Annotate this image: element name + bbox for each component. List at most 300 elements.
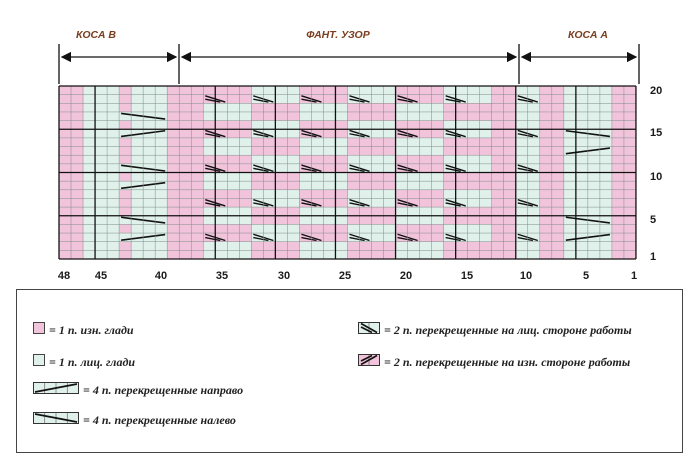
stitch-cell: [191, 198, 203, 207]
stitch-cell: [612, 207, 624, 216]
stitch-cell: [444, 224, 456, 233]
stitch-cell: [107, 207, 119, 216]
stitch-cell: [504, 147, 516, 156]
stitch-cell: [492, 129, 504, 138]
stitch-cell: [179, 129, 191, 138]
stitch-cell: [239, 173, 251, 182]
stitch-cell: [155, 207, 167, 216]
stitch-cell: [107, 181, 119, 190]
stitch-cell: [480, 164, 492, 173]
stitch-cell: [311, 147, 323, 156]
stitch-cell: [396, 181, 408, 190]
stitch-cell: [492, 138, 504, 147]
stitch-cell: [119, 103, 131, 112]
stitch-cell: [360, 112, 372, 121]
stitch-cell: [179, 173, 191, 182]
stitch-cell: [323, 138, 335, 147]
stitch-cell: [612, 164, 624, 173]
stitch-cell: [456, 242, 468, 251]
stitch-cell: [600, 190, 612, 199]
stitch-cell: [179, 224, 191, 233]
stitch-cell: [516, 155, 528, 164]
stitch-cell: [600, 86, 612, 95]
stitch-cell: [552, 224, 564, 233]
stitch-cell: [516, 207, 528, 216]
stitch-cell: [215, 155, 227, 164]
stitch-cell: [95, 190, 107, 199]
stitch-cell: [564, 250, 576, 259]
stitch-cell: [131, 121, 143, 130]
stitch-cell: [612, 147, 624, 156]
stitch-cell: [287, 95, 299, 104]
row-number: 5: [650, 214, 657, 226]
stitch-cell: [263, 86, 275, 95]
stitch-cell: [516, 103, 528, 112]
stitch-cell: [396, 112, 408, 121]
stitch-cell: [107, 190, 119, 199]
stitch-cell: [83, 242, 95, 251]
stitch-cell: [239, 138, 251, 147]
stitch-cell: [119, 121, 131, 130]
stitch-cell: [516, 224, 528, 233]
stitch-cell: [432, 216, 444, 225]
stitch-cell: [335, 138, 347, 147]
stitch-cell: [600, 207, 612, 216]
stitch-cell: [107, 147, 119, 156]
stitch-cell: [323, 95, 335, 104]
stitch-cell: [444, 250, 456, 259]
stitch-cell: [71, 190, 83, 199]
stitch-cell: [83, 216, 95, 225]
stitch-cell: [360, 103, 372, 112]
stitch-cell: [323, 242, 335, 251]
stitch-cell: [588, 112, 600, 121]
stitch-cell: [71, 129, 83, 138]
stitch-cell: [552, 250, 564, 259]
stitch-cell: [600, 121, 612, 130]
stitch-cell: [263, 147, 275, 156]
stitch-cell: [71, 250, 83, 259]
stitch-cell: [528, 112, 540, 121]
stitch-cell: [516, 216, 528, 225]
stitch-cell: [480, 138, 492, 147]
stitch-cell: [504, 121, 516, 130]
stitch-cell: [360, 86, 372, 95]
stitch-cell: [468, 147, 480, 156]
stitch-cell: [227, 164, 239, 173]
stitch-cell: [71, 155, 83, 164]
stitch-cell: [576, 242, 588, 251]
stitch-cell: [131, 147, 143, 156]
stitch-cell: [540, 121, 552, 130]
stitch-cell: [251, 224, 263, 233]
stitch-cell: [107, 129, 119, 138]
stitch-cell: [624, 190, 636, 199]
stitch-cell: [227, 250, 239, 259]
stitch-cell: [299, 138, 311, 147]
stitch-cell: [179, 164, 191, 173]
stitch-cell: [251, 112, 263, 121]
stitch-cell: [492, 173, 504, 182]
stitch-cell: [516, 86, 528, 95]
stitch-cell: [564, 95, 576, 104]
stitch-cell: [167, 129, 179, 138]
stitch-cell: [275, 138, 287, 147]
stitch-cell: [311, 112, 323, 121]
stitch-cell: [468, 121, 480, 130]
stitch-cell: [311, 224, 323, 233]
stitch-cell: [275, 147, 287, 156]
stitch-cell: [215, 181, 227, 190]
stitch-cell: [83, 121, 95, 130]
stitch-cell: [191, 147, 203, 156]
stitch-cell: [83, 224, 95, 233]
row-number: 15: [650, 127, 663, 139]
stitch-cell: [215, 190, 227, 199]
stitch-cell: [492, 155, 504, 164]
stitch-cell: [480, 86, 492, 95]
stitch-cell: [287, 103, 299, 112]
stitch-cell: [275, 190, 287, 199]
stitch-cell: [408, 103, 420, 112]
stitch-cell: [311, 242, 323, 251]
stitch-cell: [576, 173, 588, 182]
stitch-cell: [504, 181, 516, 190]
stitch-cell: [480, 181, 492, 190]
stitch-cell: [372, 181, 384, 190]
stitch-cell: [323, 164, 335, 173]
stitch-cell: [408, 121, 420, 130]
stitch-cell: [468, 155, 480, 164]
stitch-cell: [432, 190, 444, 199]
cross-2-wrong-side-icon: [358, 353, 380, 371]
stitch-cell: [612, 181, 624, 190]
stitch-cell: [600, 112, 612, 121]
stitch-cell: [191, 112, 203, 121]
legend-label: = 1 п. лиц. глади: [49, 354, 136, 369]
stitch-cell: [95, 181, 107, 190]
stitch-cell: [347, 147, 359, 156]
stitch-cell: [588, 95, 600, 104]
stitch-cell: [203, 216, 215, 225]
stitch-cell: [360, 181, 372, 190]
stitch-cell: [203, 181, 215, 190]
stitch-cell: [287, 86, 299, 95]
stitch-cell: [335, 147, 347, 156]
stitch-cell: [179, 250, 191, 259]
stitch-cell: [456, 173, 468, 182]
stitch-cell: [275, 95, 287, 104]
stitch-cell: [612, 190, 624, 199]
stitch-cell: [251, 155, 263, 164]
stitch-cell: [251, 190, 263, 199]
stitch-cell: [215, 173, 227, 182]
stitch-cell: [504, 216, 516, 225]
stitch-cell: [516, 190, 528, 199]
stitch-cell: [564, 138, 576, 147]
stitch-cell: [492, 181, 504, 190]
stitch-cell: [227, 242, 239, 251]
stitch-cell: [372, 224, 384, 233]
stitch-cell: [588, 173, 600, 182]
stitch-cell: [552, 112, 564, 121]
stitch-cell: [227, 147, 239, 156]
stitch-cell: [167, 190, 179, 199]
stitch-cell: [600, 242, 612, 251]
stitch-cell: [59, 164, 71, 173]
stitch-cell: [396, 207, 408, 216]
stitch-cell: [191, 233, 203, 242]
col-number: 20: [399, 270, 413, 282]
stitch-cell: [203, 190, 215, 199]
stitch-cell: [95, 198, 107, 207]
stitch-cell: [191, 155, 203, 164]
stitch-cell: [540, 216, 552, 225]
stitch-cell: [107, 233, 119, 242]
stitch-cell: [167, 138, 179, 147]
stitch-cell: [444, 121, 456, 130]
stitch-cell: [504, 95, 516, 104]
stitch-cell: [612, 250, 624, 259]
stitch-cell: [480, 224, 492, 233]
stitch-cell: [480, 147, 492, 156]
stitch-cell: [552, 198, 564, 207]
stitch-cell: [347, 181, 359, 190]
stitch-cell: [612, 103, 624, 112]
stitch-cell: [83, 95, 95, 104]
stitch-cell: [335, 129, 347, 138]
stitch-cell: [143, 198, 155, 207]
stitch-cell: [384, 86, 396, 95]
stitch-cell: [191, 250, 203, 259]
stitch-cell: [323, 198, 335, 207]
stitch-cell: [107, 103, 119, 112]
stitch-cell: [119, 198, 131, 207]
stitch-cell: [83, 86, 95, 95]
stitch-cell: [516, 138, 528, 147]
stitch-cell: [540, 147, 552, 156]
section-label-kosa-b: КОСА В: [76, 29, 116, 41]
stitch-cell: [444, 103, 456, 112]
stitch-cell: [540, 207, 552, 216]
stitch-cell: [95, 224, 107, 233]
stitch-cell: [335, 164, 347, 173]
stitch-cell: [215, 121, 227, 130]
stitch-cell: [335, 181, 347, 190]
legend-item-cross-wrong-side: [358, 353, 630, 371]
stitch-cell: [384, 112, 396, 121]
stitch-cell: [251, 216, 263, 225]
stitch-cell: [227, 233, 239, 242]
stitch-cell: [564, 224, 576, 233]
col-number: 35: [215, 270, 229, 282]
stitch-cell: [504, 250, 516, 259]
stitch-cell: [323, 233, 335, 242]
stitch-cell: [552, 103, 564, 112]
stitch-cell: [263, 103, 275, 112]
stitch-cell: [372, 155, 384, 164]
stitch-cell: [347, 242, 359, 251]
legend-label: = 2 п. перекрещенные на лиц. стороне работы: [384, 322, 632, 337]
stitch-cell: [251, 86, 263, 95]
stitch-cell: [624, 233, 636, 242]
stitch-cell: [311, 138, 323, 147]
stitch-cell: [360, 224, 372, 233]
stitch-cell: [372, 173, 384, 182]
stitch-cell: [420, 86, 432, 95]
stitch-cell: [263, 173, 275, 182]
stitch-cell: [299, 86, 311, 95]
stitch-cell: [396, 250, 408, 259]
stitch-cell: [492, 112, 504, 121]
stitch-cell: [215, 207, 227, 216]
stitch-cell: [456, 138, 468, 147]
stitch-cell: [311, 250, 323, 259]
stitch-cell: [600, 250, 612, 259]
stitch-cell: [516, 147, 528, 156]
stitch-cell: [360, 155, 372, 164]
stitch-cell: [311, 155, 323, 164]
stitch-cell: [624, 138, 636, 147]
stitch-cell: [287, 173, 299, 182]
stitch-cell: [335, 190, 347, 199]
stitch-cell: [263, 190, 275, 199]
stitch-cell: [335, 121, 347, 130]
stitch-cell: [167, 173, 179, 182]
stitch-cell: [492, 216, 504, 225]
stitch-cell: [347, 207, 359, 216]
stitch-cell: [576, 224, 588, 233]
stitch-cell: [504, 164, 516, 173]
stitch-cell: [287, 164, 299, 173]
stitch-cell: [372, 216, 384, 225]
stitch-cell: [588, 86, 600, 95]
stitch-cell: [408, 112, 420, 121]
stitch-cell: [299, 216, 311, 225]
stitch-cell: [456, 224, 468, 233]
stitch-cell: [576, 190, 588, 199]
stitch-cell: [155, 95, 167, 104]
stitch-cell: [444, 147, 456, 156]
stitch-cell: [408, 242, 420, 251]
row-number: 10: [650, 171, 663, 183]
stitch-cell: [420, 207, 432, 216]
stitch-cell: [624, 242, 636, 251]
stitch-cell: [360, 190, 372, 199]
stitch-cell: [71, 198, 83, 207]
stitch-cell: [420, 138, 432, 147]
stitch-cell: [323, 121, 335, 130]
stitch-cell: [143, 121, 155, 130]
stitch-cell: [408, 216, 420, 225]
stitch-cell: [335, 233, 347, 242]
stitch-cell: [179, 233, 191, 242]
stitch-cell: [492, 233, 504, 242]
stitch-cell: [203, 207, 215, 216]
stitch-cell: [432, 138, 444, 147]
stitch-cell: [119, 242, 131, 251]
stitch-cell: [384, 250, 396, 259]
stitch-cell: [408, 138, 420, 147]
stitch-cell: [564, 190, 576, 199]
stitch-cell: [396, 147, 408, 156]
stitch-cell: [420, 147, 432, 156]
stitch-cell: [107, 138, 119, 147]
stitch-cell: [299, 147, 311, 156]
stitch-cell: [396, 190, 408, 199]
stitch-cell: [420, 233, 432, 242]
stitch-cell: [396, 103, 408, 112]
stitch-cell: [131, 224, 143, 233]
stitch-cell: [624, 121, 636, 130]
cable-4-right-icon: [33, 381, 79, 399]
stitch-cell: [179, 103, 191, 112]
stitch-cell: [420, 112, 432, 121]
stitch-cell: [107, 216, 119, 225]
stitch-cell: [263, 138, 275, 147]
stitch-cell: [191, 86, 203, 95]
stitch-cell: [444, 242, 456, 251]
stitch-cell: [239, 242, 251, 251]
stitch-cell: [360, 138, 372, 147]
stitch-cell: [468, 129, 480, 138]
stitch-cell: [215, 112, 227, 121]
row-number: 1: [650, 251, 657, 263]
stitch-cell: [612, 95, 624, 104]
stitch-cell: [576, 250, 588, 259]
stitch-cell: [516, 112, 528, 121]
stitch-cell: [83, 173, 95, 182]
stitch-cell: [564, 207, 576, 216]
stitch-cell: [504, 242, 516, 251]
stitch-cell: [588, 242, 600, 251]
stitch-cell: [239, 250, 251, 259]
stitch-cell: [432, 207, 444, 216]
stitch-cell: [432, 164, 444, 173]
stitch-cell: [215, 216, 227, 225]
stitch-cell: [143, 95, 155, 104]
stitch-cell: [323, 190, 335, 199]
stitch-cell: [203, 112, 215, 121]
stitch-cell: [179, 198, 191, 207]
stitch-cell: [540, 95, 552, 104]
stitch-cell: [143, 155, 155, 164]
stitch-cell: [528, 138, 540, 147]
stitch-cell: [624, 86, 636, 95]
stitch-cell: [167, 95, 179, 104]
stitch-cell: [564, 112, 576, 121]
stitch-cell: [107, 121, 119, 130]
stitch-cell: [179, 181, 191, 190]
stitch-cell: [239, 181, 251, 190]
knit-square-icon: [33, 353, 45, 371]
stitch-cell: [468, 173, 480, 182]
stitch-cell: [335, 207, 347, 216]
stitch-cell: [372, 86, 384, 95]
stitch-cell: [552, 86, 564, 95]
stitch-cell: [468, 198, 480, 207]
stitch-cell: [528, 173, 540, 182]
stitch-cell: [59, 86, 71, 95]
stitch-cell: [95, 155, 107, 164]
stitch-cell: [215, 224, 227, 233]
stitch-cell: [299, 224, 311, 233]
stitch-cell: [600, 95, 612, 104]
stitch-cell: [95, 121, 107, 130]
stitch-cell: [155, 198, 167, 207]
legend-box: [16, 289, 683, 453]
stitch-cell: [59, 198, 71, 207]
